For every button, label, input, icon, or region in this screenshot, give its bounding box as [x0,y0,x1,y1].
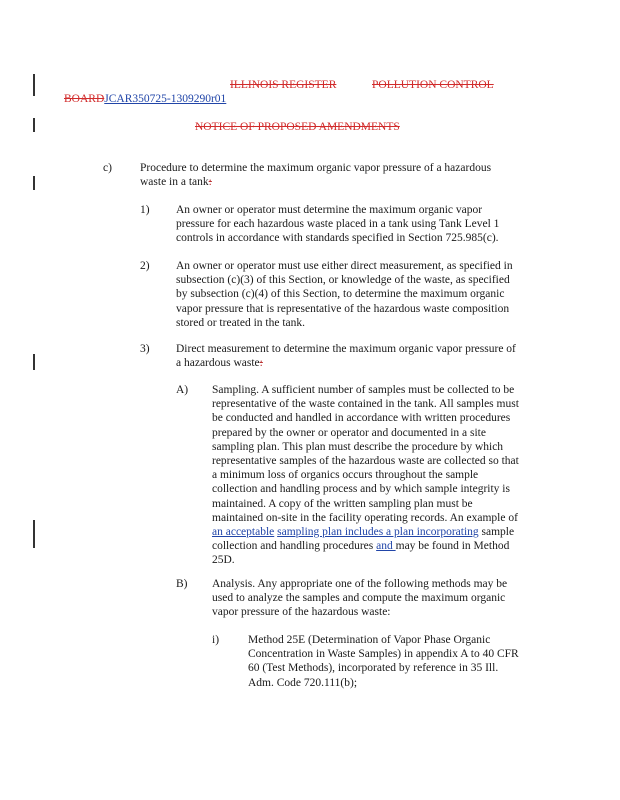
header-board: POLLUTION CONTROL [372,79,494,91]
text-span: sample [478,526,515,539]
text-line: An owner or operator must use either direct measurement, as specified in [176,260,513,272]
label-2: 2) [140,260,150,272]
text-line: vapor pressure of the hazardous waste: [212,606,391,619]
text-line: controls in accordance with standards specified in Section 725.985(c). [176,232,499,245]
text-line [212,539,602,553]
text-line: prepared by the owner or operator and documented in a site [212,426,486,439]
label-c: c) [103,162,112,174]
jcar-code: JCAR350725-1309290r01 [104,93,227,105]
inserted-text: and [376,540,396,553]
text-line: Analysis. Any appropriate one of the following methods may be [212,578,508,590]
paragraph-3 [176,342,596,370]
text-line: stored or treated in the tank. [176,316,306,329]
text-line: pressure for each hazardous waste placed in a tank using Tank Level 1 [176,218,500,231]
text-line: An owner or operator must determine the maximum organic vapor [176,204,483,216]
text-span: a hazardous waste [176,357,260,370]
paragraph-1 [176,203,596,246]
text-line: Concentration in Waste Samples) in appendix A to 40 CFR [248,648,519,661]
header-line2 [64,92,226,106]
text-line: 60 (Test Methods), incorporated by reference in 35 Ill. [248,662,499,675]
text-line: be conducted and handled in accordance with written procedures [212,412,511,425]
text-line: Procedure to determine the maximum organic vapor pressure of a hazardous [140,162,492,174]
inserted-text: an acceptable [212,526,275,539]
change-bar [33,118,35,132]
text-line: a minimum loss of organics occurs throughout the sample [212,469,479,482]
deleted-colon: : [259,357,263,370]
notice-title: NOTICE OF PROPOSED AMENDMENTS [195,121,400,133]
label-3: 3) [140,343,150,355]
text-span: collection and handling procedures [212,540,377,553]
deleted-colon: : [208,176,212,189]
text-line: representative samples of the hazardous waste are collected so that [212,455,519,468]
text-line [212,525,602,539]
text-line: sampling plan. This plan must describe the procedure by which [212,440,504,453]
text-span: waste in a tank [140,176,209,189]
paragraph-B [212,577,602,620]
change-bar [33,176,35,190]
text-line: Adm. Code 720.111(b); [248,676,358,689]
inserted-text: sampling plan includes a plan incorporating [277,526,479,539]
paragraph-2 [176,259,596,330]
text-line [140,175,590,189]
label-1: 1) [140,204,150,216]
label-A: A) [176,384,189,396]
text-line: vapor pressure that is representative of the hazardous waste composition [176,302,510,315]
header-board-tail: BOARD [64,93,105,105]
text-line: collection and handling process and by which sample integrity is [212,483,510,496]
text-line: maintained. A copy of the written sampling plan must be [212,497,473,510]
text-line: by subsection (c)(4) of this Section, to determine the maximum organic [176,288,505,301]
text-line: Sampling. A sufficient number of samples must be collected to be [212,384,515,396]
paragraph-A [212,383,602,568]
label-B: B) [176,578,188,590]
text-span: may be found in Method [395,540,510,553]
text-line: representative of the waste contained in the tank. All samples must [212,398,519,411]
paragraph-i [248,633,603,690]
text-line: maintained on-site in the facility operating records. An example of [212,511,518,524]
text-line: Method 25E (Determination of Vapor Phase Organic [248,634,491,646]
header-register: ILLINOIS REGISTER [230,79,337,91]
text-line [176,356,596,370]
text-line: Direct measurement to determine the maximum organic vapor pressure of [176,343,516,355]
change-bar [33,354,35,370]
text-line: 25D. [212,554,235,567]
text-line: used to analyze the samples and compute the maximum organic [212,592,506,605]
change-bar [33,520,35,548]
change-bar [33,74,35,96]
text-line: subsection (c)(3) of this Section, or knowledge of the waste, as specified [176,274,510,287]
label-i: i) [212,634,220,646]
paragraph-c [140,161,590,189]
